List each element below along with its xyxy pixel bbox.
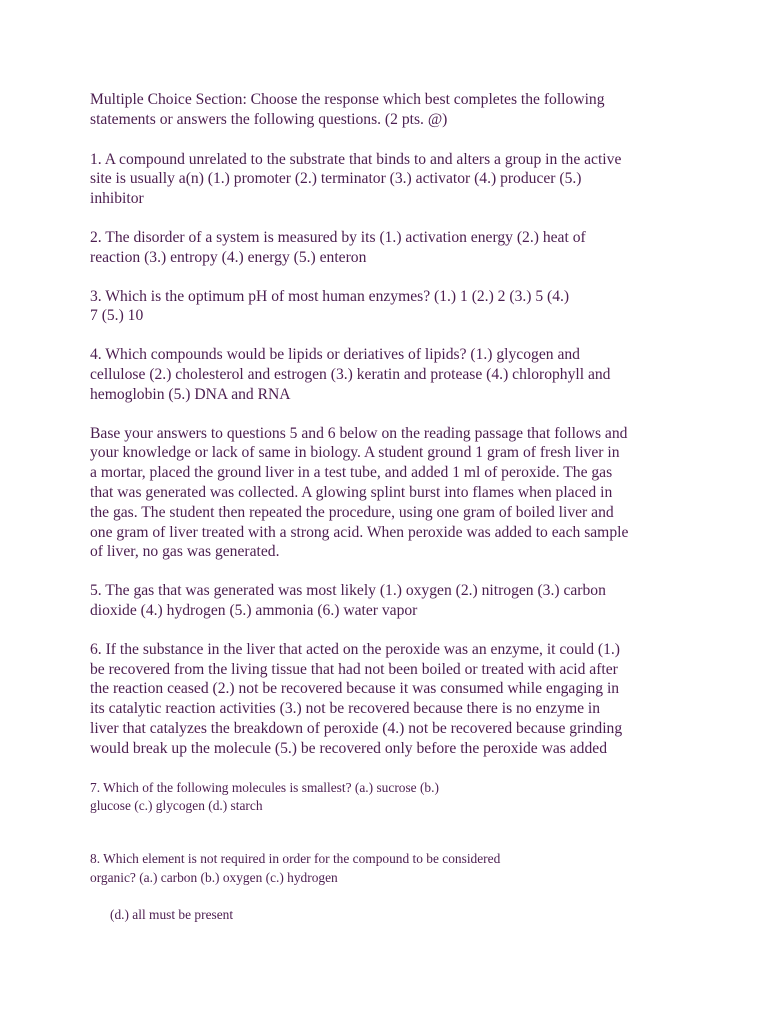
question-8-text: 8. Which element is not required in order for the compound to be considered organic? (a.) carbon (b.) oxygen (c.) hydrogen — [90, 851, 501, 885]
question-4: 4. Which compounds would be lipids or deriatives of lipids? (1.) glycogen and cellulose (2.) cholesterol and estrogen (3.) keratin and protease (4.) chlorophyll and hemoglobin (5.) DNA and RNA — [90, 346, 611, 403]
question-1: 1. A compound unrelated to the substrate that binds to and alters a group in the active site is usually a(n) (1.) promoter (2.) terminator (3.) activator (4.) producer (5.) inhibitor — [90, 150, 622, 208]
question-5: 5. The gas that was generated was most likely (1.) oxygen (2.) nitrogen (3.) carbon dioxide (4.) hydrogen (5.) ammonia (6.) water vapor — [90, 582, 606, 619]
question-7: 7. Which of the following molecules is smallest? (a.) sucrose (b.) glucose (c.) glycogen (d.) starch — [90, 779, 439, 814]
question-8 — [90, 832, 690, 943]
reading-passage: Base your answers to questions 5 and 6 below on the reading passage that follows and your knowledge or lack of same in biology. A student ground 1 gram of fresh liver in a mortar, placed the ground liver in a test tube, and added 1 ml of peroxide. The gas that was generated was collected. A glowing splint burst into flames when placed in the gas. The student then repeated the procedure, using one gram of boiled liver and one gram of liver treated with a strong acid. When peroxide was added to each sample of liver, no gas was generated. — [90, 424, 629, 561]
question-3: 3. Which is the optimum pH of most human enzymes? (1.) 1 (2.) 2 (3.) 5 (4.) 7 (5.) 10 — [90, 287, 570, 325]
document-page — [90, 90, 690, 943]
section-instructions: Multiple Choice Section: Choose the response which best completes the following statements or answers the following questions. (2 pts. @) — [90, 91, 605, 128]
question-6: 6. If the substance in the liver that acted on the peroxide was an enzyme, it could (1.) be recovered from the living tissue that had not been boiled or treated with acid after the reaction ceased (2.) not be recovered because it was consumed while engaging in its catalytic reaction activities (3.) not be recovered because there is no enzyme in liver that catalyzes the breakdown of peroxide (4.) not be recovered because grinding would break up the molecule (5.) be recovered only before the peroxide was added — [90, 640, 623, 757]
question-2: 2. The disorder of a system is measured by its (1.) activation energy (2.) heat of reaction (3.) entropy (4.) energy (5.) enteron — [90, 228, 586, 266]
question-8-option-d: (d.) all must be present — [110, 906, 234, 922]
